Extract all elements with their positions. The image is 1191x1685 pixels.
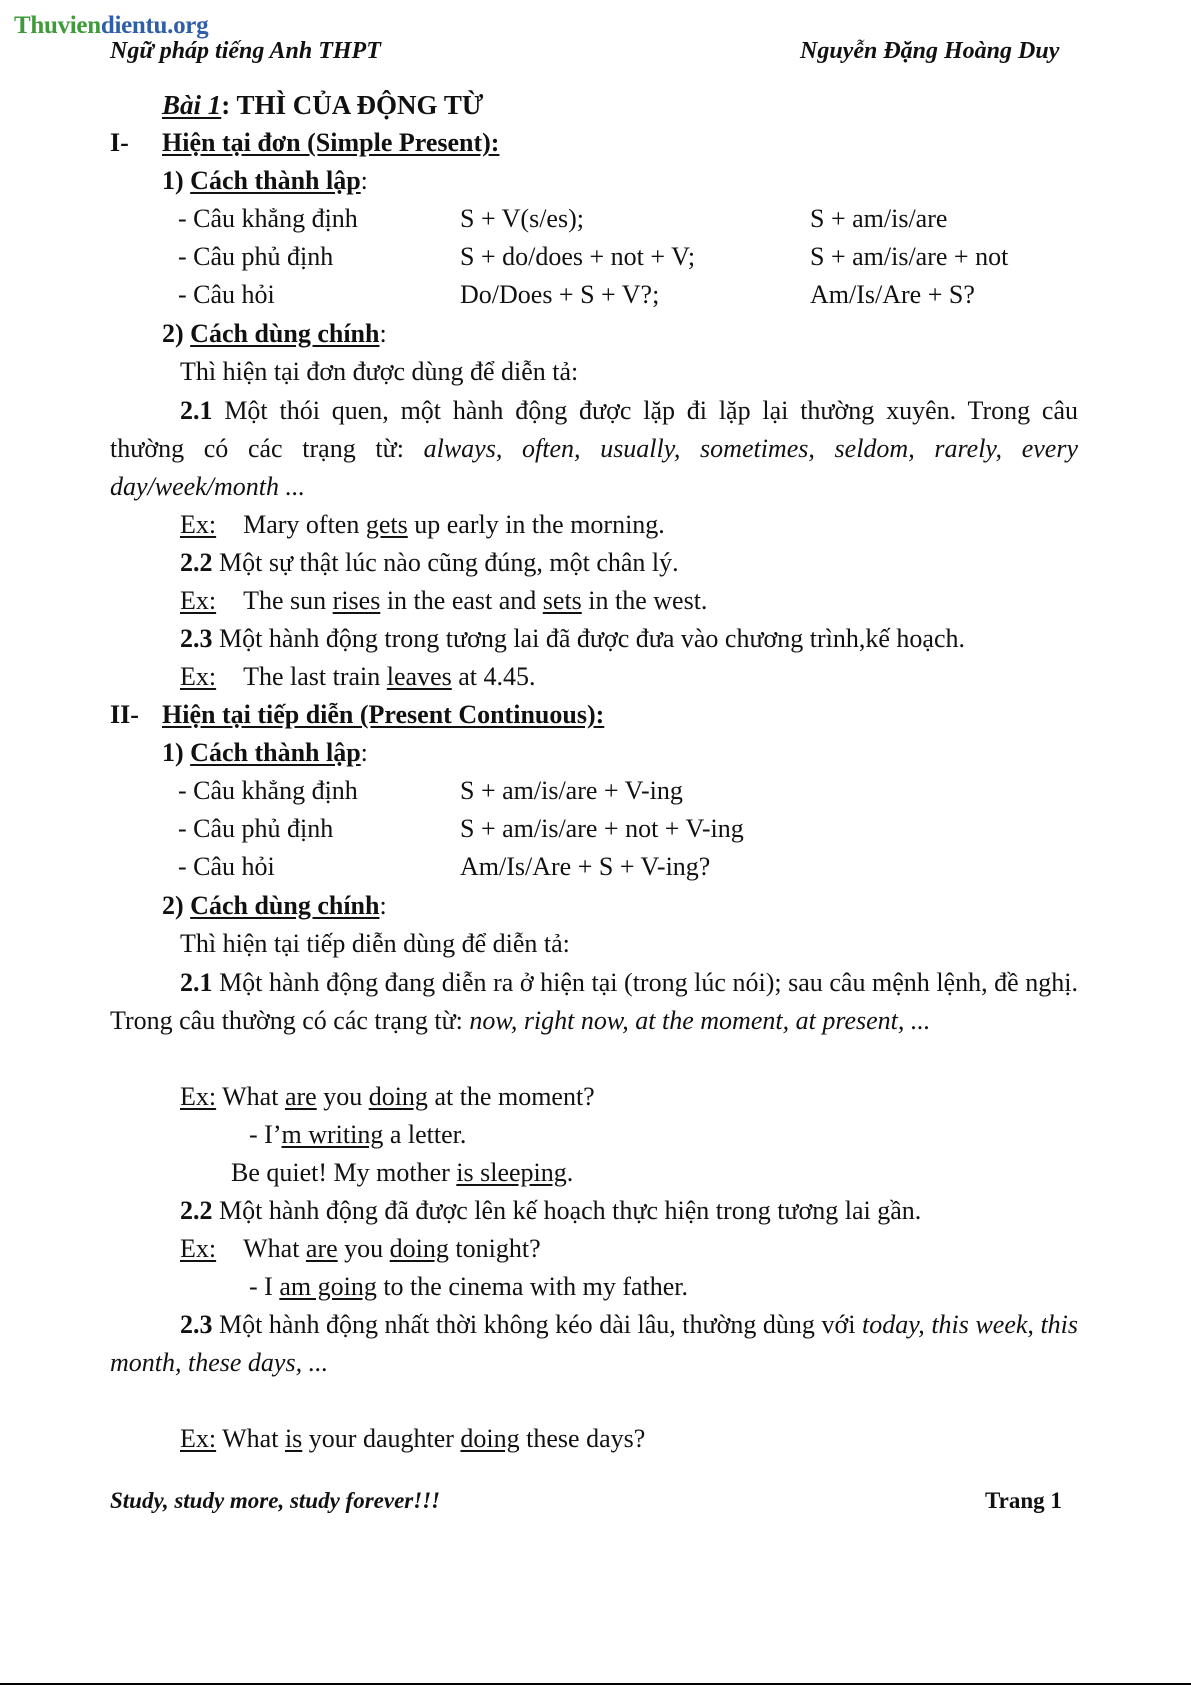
s2-paragraph-2-2: [180, 1196, 921, 1226]
section-1-heading: Hiện tại đơn (Simple Present):: [162, 128, 500, 157]
section-1-numeral: I-: [110, 128, 129, 157]
example-text: Be quiet! My mother: [231, 1158, 457, 1187]
formation-number: 1): [162, 166, 184, 195]
formation-label: Cách thành lập: [190, 166, 361, 195]
paragraph-text: Một hành động trong tương lai đã được đưa vào chương trình,kế hoạch.: [212, 624, 966, 653]
s2-example-1-extra: [231, 1158, 573, 1188]
paragraph-text: Một thói quen, một hành động được lặp đi lặp lại thường xuyên. Trong câu thường có các trạng từ:: [110, 396, 1078, 463]
example-text: in the west.: [581, 586, 708, 615]
usage-number: 2): [162, 319, 184, 348]
lesson-title-text: THÌ CỦA ĐỘNG TỪ: [230, 90, 484, 120]
adverb-list: today, this week, this month, these days: [110, 1310, 1079, 1377]
usage-number: 2): [162, 891, 184, 920]
example-text: - I: [249, 1272, 280, 1301]
s2-example-2-answer: [249, 1272, 688, 1302]
s2-example-1: [180, 1082, 595, 1112]
underlined-verb: doing: [389, 1234, 449, 1263]
paragraph-number: 2.2: [180, 1196, 213, 1225]
site-logo: [14, 12, 208, 40]
example-text: What: [243, 1234, 306, 1263]
s2-row-label: - Câu phủ định: [178, 814, 334, 843]
usage-label: Cách dùng chính: [190, 319, 380, 348]
underlined-verb: is sleeping: [456, 1158, 567, 1187]
paragraph-number: 2.1: [180, 968, 213, 997]
example-text: to the cinema with my father.: [376, 1272, 689, 1301]
paragraph-text: Một sự thật lúc nào cũng đúng, một chân lý.: [212, 548, 679, 577]
underlined-verb: gets: [365, 510, 408, 539]
s2-row-label: - Câu hỏi: [178, 852, 275, 881]
example-text: What: [216, 1082, 285, 1111]
example-text: .: [566, 1158, 574, 1187]
example-label: Ex:: [180, 662, 217, 691]
paragraph-text: Một hành động nhất thời không kéo dài lâu, thường dùng với: [212, 1310, 862, 1339]
s1-row-label: - Câu phủ định: [178, 242, 334, 271]
formation-colon: :: [360, 738, 368, 767]
example-text: you: [316, 1082, 369, 1111]
section-1-formation-heading: [162, 166, 368, 196]
s1-row-label: - Câu hỏi: [178, 280, 275, 309]
paragraph-text: Một hành động đang diễn ra ở hiện tại (trong lúc nói); sau câu mệnh lệnh, đề nghị. Trong câu thường có các trạng từ:: [110, 968, 1078, 1035]
s1-paragraph-2-3: [180, 624, 965, 654]
s1-row-tobe: S + am/is/are + not: [810, 242, 1009, 271]
paragraph-text: Một hành động đã được lên kế hoạch thực hiện trong tương lai gần.: [212, 1196, 922, 1225]
underlined-verb: rises: [332, 586, 381, 615]
s2-paragraph-2-3: [110, 1306, 1078, 1382]
lesson-label: Bài 1: [162, 90, 222, 120]
example-text: - I’: [249, 1120, 282, 1149]
s2-example-1-answer: [249, 1120, 466, 1150]
example-text: tonight?: [448, 1234, 541, 1263]
s1-example-1: [180, 510, 665, 540]
logo-part-2: dientu.org: [100, 12, 209, 39]
footer-motto: Study, study more, study forever!!!: [110, 1488, 441, 1513]
usage-colon: :: [379, 891, 387, 920]
section-1-intro: Thì hiện tại đơn được dùng để diễn tả:: [180, 357, 579, 386]
underlined-verb: doing: [460, 1424, 520, 1453]
section-1-usage-heading: [162, 319, 387, 349]
example-text: Mary often: [243, 510, 366, 539]
paragraph-number: 2.2: [180, 548, 213, 577]
underlined-verb: m writing: [281, 1120, 384, 1149]
header-book-title: Ngữ pháp tiếng Anh THPT: [110, 38, 381, 64]
s1-example-2: [180, 586, 707, 616]
s2-row-verb: S + am/is/are + not + V-ing: [460, 814, 744, 843]
example-text: The last train: [243, 662, 387, 691]
example-text: your daughter: [302, 1424, 461, 1453]
underlined-verb: am going: [279, 1272, 377, 1301]
underlined-verb: are: [305, 1234, 338, 1263]
s2-paragraph-2-1: [110, 964, 1078, 1040]
formation-colon: :: [360, 166, 368, 195]
example-label: Ex:: [180, 1082, 217, 1111]
s1-row-tobe: Am/Is/Are + S?: [810, 280, 975, 309]
section-2-intro: Thì hiện tại tiếp diễn dùng để diễn tả:: [180, 929, 570, 958]
paragraph-number: 2.3: [180, 624, 213, 653]
s2-row-verb: Am/Is/Are + S + V-ing?: [460, 852, 711, 881]
s1-row-verb: Do/Does + S + V?;: [460, 280, 660, 309]
example-text: at 4.45.: [451, 662, 536, 691]
underlined-verb: sets: [542, 586, 582, 615]
section-2-usage-heading: [162, 891, 387, 921]
example-text: up early in the morning.: [407, 510, 665, 539]
lesson-colon: :: [221, 90, 231, 120]
formation-number: 1): [162, 738, 184, 767]
s1-row-tobe: S + am/is/are: [810, 204, 948, 233]
paragraph-number: 2.1: [180, 396, 213, 425]
paragraph-tail: , ...: [295, 1348, 329, 1377]
s2-example-3: [180, 1424, 645, 1454]
underlined-verb: are: [284, 1082, 317, 1111]
logo-part-1: Thuvien: [14, 12, 101, 39]
usage-colon: :: [379, 319, 387, 348]
s1-example-3: [180, 662, 536, 692]
example-label: Ex:: [180, 1234, 217, 1263]
header-author: Nguyễn Đặng Hoàng Duy: [800, 38, 1060, 64]
example-label: Ex:: [180, 586, 217, 615]
example-text: The sun: [243, 586, 333, 615]
s2-row-label: - Câu khẳng định: [178, 776, 358, 805]
footer-page-number: Trang 1: [985, 1488, 1062, 1513]
example-label: Ex:: [180, 1424, 217, 1453]
s2-row-verb: S + am/is/are + V-ing: [460, 776, 683, 805]
adverb-list: now, right now, at the moment, at present: [469, 1006, 898, 1035]
underlined-verb: is: [284, 1424, 303, 1453]
underlined-verb: doing: [368, 1082, 428, 1111]
section-2-formation-heading: [162, 738, 368, 768]
s2-example-2: [180, 1234, 541, 1264]
s1-paragraph-2-2: [180, 548, 679, 578]
paragraph-tail: , ...: [897, 1006, 931, 1035]
example-text: in the east and: [380, 586, 543, 615]
example-text: What: [216, 1424, 285, 1453]
example-text: you: [337, 1234, 390, 1263]
example-text: these days?: [519, 1424, 646, 1453]
lesson-title: [162, 90, 483, 120]
s1-paragraph-2-1: [110, 392, 1078, 506]
usage-label: Cách dùng chính: [190, 891, 380, 920]
s1-row-verb: S + V(s/es);: [460, 204, 584, 233]
section-2-numeral: II-: [110, 700, 139, 729]
formation-label: Cách thành lập: [190, 738, 361, 767]
paragraph-number: 2.3: [180, 1310, 213, 1339]
s1-row-label: - Câu khẳng định: [178, 204, 358, 233]
s1-row-verb: S + do/does + not + V;: [460, 242, 696, 271]
section-2-heading: Hiện tại tiếp diễn (Present Continuous):: [162, 700, 605, 729]
adverb-list: always, often, usually, sometimes, seldom, rarely, every day/week/month ...: [110, 434, 1078, 501]
example-text: at the moment?: [427, 1082, 595, 1111]
underlined-verb: leaves: [386, 662, 452, 691]
example-label: Ex:: [180, 510, 217, 539]
example-text: a letter.: [383, 1120, 467, 1149]
